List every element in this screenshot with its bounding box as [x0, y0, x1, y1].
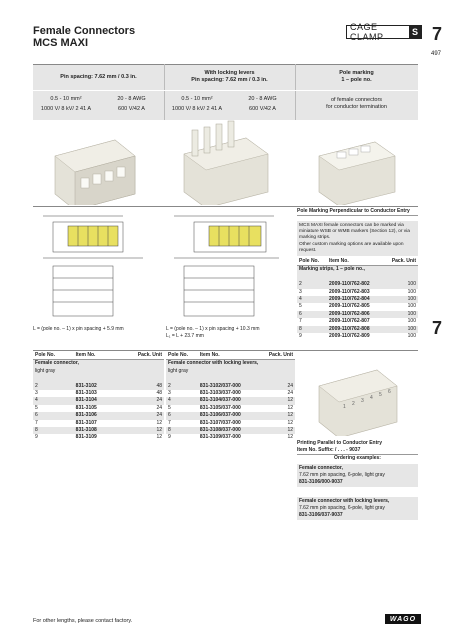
table-row: 8 2009-110/762-808 100 — [299, 325, 416, 332]
spec-col3-desc: of female connectors for conductor termination — [326, 97, 387, 110]
left-length-formula: L = (pole no. – 1) x pin spacing + 5.9 mm — [33, 326, 124, 332]
locking-connector-table: Pole No. Item No. Pack. Unit Female connector with locking levers, light gray 2 831-3102/037-000 24 3 831-3103/037-000 24 4 831-3104/037-000 12 5 831-3105/037-000 12 6 831-3106/037-000 12 7 831-3107/037-000 12 8 831-3108/037-000 12 9 831-3109/037-000 12 — [168, 352, 293, 441]
spec-col2-wire: 0.5 - 10 mm² — [181, 96, 213, 102]
table-row: 7 831-3107 12 — [35, 419, 162, 426]
spec-col1-wire: 0.5 - 10 mm² — [50, 96, 82, 102]
example-1-item: 831-3106/000-9037 — [299, 479, 343, 485]
spec-col2-rating-ul: 600 V/42 A — [249, 106, 276, 112]
svg-text:6: 6 — [388, 389, 391, 395]
wago-logo: WAGO — [385, 614, 421, 624]
table-row: 9 831-3109 12 — [35, 434, 162, 441]
example-2-item: 831-3106/037-9037 — [299, 512, 343, 518]
table-row: 2 2009-110/762-802 100 — [299, 281, 416, 288]
table-row: 3 831-3103/037-000 24 — [168, 390, 293, 397]
printing-panel — [297, 440, 418, 520]
spec-col2-awg: 20 - 8 AWG — [248, 96, 277, 102]
locking-lever-connector-image — [164, 120, 295, 205]
pole-marking-description: MCS MAXI female connectors can be marked via miniature WSB or WMB markers (Section 12), or via marking strips. Other custom marking options are available upon request. — [297, 221, 418, 256]
spec-col1-rating-ul: 600 V/42 A — [118, 106, 145, 112]
example-2-description: 7.62 mm pin spacing, 6-pole, light gray — [299, 505, 385, 511]
table-row: 7 831-3107/037-000 12 — [168, 419, 293, 426]
printing-suffix: Item No. Suffix: / . . . - 9037 — [297, 447, 418, 455]
example-1-description: 7.62 mm pin spacing, 6-pole, light gray — [299, 472, 385, 478]
table-row: 6 831-3106 24 — [35, 412, 162, 419]
footer-note: For other lengths, please contact factory. — [33, 618, 133, 624]
spec-col2-rating-iec: 1000 V/ 8 kV/ 2 41 A — [171, 106, 223, 112]
col-item-no: Item No. — [75, 352, 96, 358]
example-2-title: Female connector with locking levers, — [299, 498, 390, 504]
printed-connector-image — [297, 352, 418, 436]
ordering-examples-label: Ordering examples: — [334, 455, 381, 461]
page-title — [33, 25, 135, 49]
col-pack-unit: Pack. Unit — [268, 352, 293, 358]
page-number: 497 — [431, 51, 442, 57]
cage-clamp-logo — [346, 22, 422, 42]
table-row: 3 2009-110/762-803 100 — [299, 288, 416, 295]
col-pack-unit: Pack. Unit — [391, 258, 416, 265]
table-row: 9 831-3109/037-000 12 — [168, 434, 293, 441]
table-row: 5 831-3105/037-000 12 — [168, 404, 293, 411]
table-row: 2 831-3102 48 — [35, 382, 162, 389]
printing-title: Printing Parallel to Conductor Entry — [297, 440, 383, 446]
title-line-1: Female Connectors — [33, 25, 136, 37]
col-pole-no: Pole No. — [168, 352, 189, 358]
spec-col1-rating-iec: 1000 V/ 8 kV/ 2 41 A — [40, 106, 92, 112]
female-connector-table: Pole No. Item No. Pack. Unit Female connector, light gray 2 831-3102 48 3 831-3103 48 4 831-3104 24 5 831-3105 24 6 831-3106 24 7 831-3107 12 8 831-3108 12 9 831-3109 12 — [35, 352, 162, 441]
col-item-no: Item No. — [329, 258, 349, 265]
spec-col1-awg: 20 - 8 AWG — [117, 96, 146, 102]
col-pack-unit: Pack. Unit — [137, 352, 162, 358]
pole-marking-title: Pole Marking Perpendicular to Conductor Entry — [297, 208, 418, 216]
chapter-number: 7 — [432, 24, 443, 44]
female-connector-image — [33, 120, 164, 205]
dimension-drawing-middle — [164, 208, 295, 320]
example-1-title: Female connector, — [299, 465, 343, 471]
strips-label: Marking strips, 1 – pole no., — [299, 266, 365, 273]
col-item-no: Item No. — [199, 352, 220, 358]
pole-marking-panel — [297, 208, 418, 340]
table-row: 8 831-3108/037-000 12 — [168, 427, 293, 434]
table-row: 7 2009-110/762-807 100 — [299, 318, 416, 325]
product-description: Female connector with locking levers, — [168, 360, 259, 367]
spec-col2-title: With locking levers Pin spacing: 7.62 mm / 0.3 in. — [191, 70, 268, 83]
svg-text:2: 2 — [352, 401, 355, 407]
col-pole-no: Pole No. — [35, 352, 56, 358]
table-row: 4 831-3104 24 — [35, 397, 162, 404]
product-description: Female connector, — [35, 360, 79, 367]
marking-strips-table — [297, 258, 418, 340]
spec-col3-title: Pole marking 1 – pole no. — [339, 70, 374, 83]
dimension-drawing-left — [33, 208, 164, 320]
svg-text:4: 4 — [370, 395, 373, 401]
table-row: 6 2009-110/762-806 100 — [299, 310, 416, 317]
title-line-2: MCS MAXI — [33, 37, 88, 49]
table-row: 4 831-3104/037-000 12 — [168, 397, 293, 404]
svg-text:1: 1 — [343, 404, 346, 410]
logo-mark: S — [409, 26, 421, 38]
table-row: 2 831-3102/037-000 24 — [168, 382, 293, 389]
table-row: 3 831-3103 48 — [35, 390, 162, 397]
logo-text: CAGE CLAMP — [350, 22, 384, 42]
middle-length-formula: L = (pole no. – 1) x pin spacing + 10.3 mm L₁ = L + 23.7 mm — [166, 326, 260, 339]
table-row: 4 2009-110/762-804 100 — [299, 296, 416, 303]
chapter-tab-number: 7 — [432, 318, 443, 338]
svg-text:5: 5 — [379, 392, 382, 398]
table-row: 9 2009-110/762-809 100 — [299, 333, 416, 340]
table-row: 5 831-3105 24 — [35, 404, 162, 411]
col-pole-no: Pole No. — [299, 258, 320, 265]
table-row: 6 831-3106/037-000 12 — [168, 412, 293, 419]
spec-col1-title: Pin spacing: 7.62 mm / 0.3 in. — [60, 74, 137, 80]
svg-text:3: 3 — [361, 398, 364, 404]
table-row: 8 831-3108 12 — [35, 427, 162, 434]
table-row: 5 2009-110/762-805 100 — [299, 303, 416, 310]
pole-marking-image — [295, 120, 418, 205]
